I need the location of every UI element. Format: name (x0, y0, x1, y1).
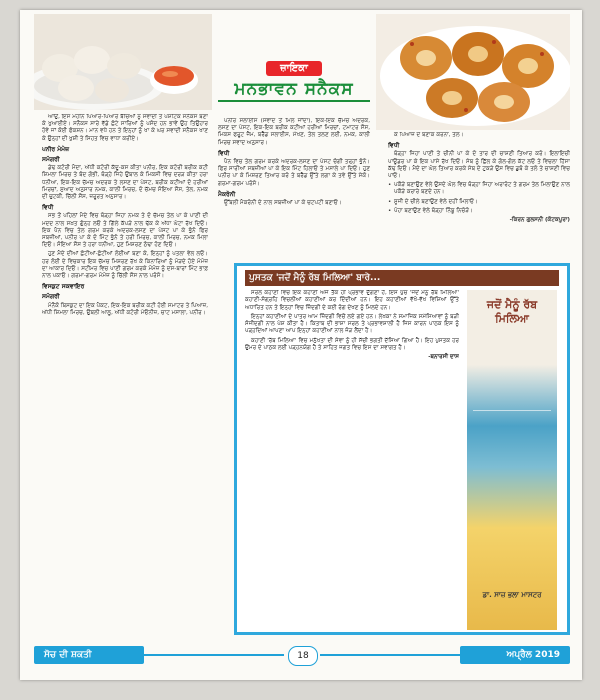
book-review-text (245, 290, 459, 630)
book-cover-author: ਡਾ. ਸਾਜ਼ ਭਲਾ ਮਾਸਟਰ (482, 591, 542, 599)
column-middle (218, 118, 370, 258)
horizon-line (473, 410, 551, 411)
ingredients-heading: ਸਮੱਗਰੀ (42, 156, 60, 164)
method-paragraph: ਉੱਬਲੀ ਮੈਕਰੋਨੀ ਦੇ ਨਾਲ ਸਬਜ਼ੀਆਂ ਪਾ ਕੇ ਚਟਪਟੀ ਬਣਾਓ। (224, 200, 342, 207)
method-paragraph: ਹੁਣ ਮੈਦੇ ਦੀਆਂ ਛੋਟੀਆਂ-ਛੋਟੀਆਂ ਲੋਈਆਂ ਬਣਾ ਕੇ, ਇਨ੍ਹਾਂ ਨੂੰ ਪਤਲਾ ਵੇਲ ਲਓ। ਹਰ ਲੋਈ ਦੇ ਵਿਚਕਾਰ ਇਕ ਚੱਮਚ ਮਿਸ਼ਰਣ ਰੱਖ ਕੇ ਕਿਨਾਰਿਆਂ ਨੂੰ ਮੋੜਦੇ ਹੋਏ ਮੋਮੋਜ਼ ਦਾ ਆਕਾਰ ਦਿਓ। ਸਟੀਮਰ ਵਿਚ ਪਾਣੀ ਗਰਮ ਕਰਕੇ ਮੋਮੋਜ਼ ਨੂੰ ਦਸ-ਬਾਰਾਂ ਮਿੰਟ ਭਾਫ਼ ਨਾਲ ਪਕਾਓ। ਗਰਮਾ-ਗਰਮ ਮੋਮੋਜ਼ ਨੂੰ ਚਿੱਲੀ ਸੌਸ ਨਾਲ ਪਰੋਸੋ। (42, 251, 208, 280)
review-paragraph: ਸਰਲ ਕਹਾਣੀ ਵਿਚ ਇਕ ਕਹਾਣੀ ਅਜੇ ਤੱਕ ਹੀ ਪ੍ਰਭਾਵ ਦੁੱਗਣਾ ਹੈ, ਇਸ ਪੁੱਚ 'ਜਦੋਂ ਮੈਨੂੰ ਰੱਬ ਮਿਲਿਆ' ਕਹਾਣੀ-ਸੰਗ੍ਰਹਿ ਵਿਚਲੀਆਂ ਕਹਾਣੀਆਂ ਕਰ ਦਿੰਦੀਆਂ ਹਨ। ਇਹ ਕਹਾਣੀਆਂ ਵੱਖੋ-ਵੱਖ ਵਿਸ਼ਿਆਂ ਉੱਤੇ ਅਧਾਰਿਤ ਹਨ ਤੇ ਇਨ੍ਹਾਂ ਵਿਚ ਜ਼ਿੰਦਗੀ ਦੇ ਕਈ ਰੰਗ ਦੇਖਣ ਨੂੰ ਮਿਲਦੇ ਹਨ। (245, 290, 459, 311)
recipe-heading: ਵਿਸਕੁਟ ਸਕਵਾਇਰ (42, 283, 85, 291)
ingredients-paragraph: ਮੋਨੈਕੋ ਬਿਸਕੁਟ ਦਾ ਇਕ ਪੈਕਟ, ਇਕ-ਇਕ ਬਰੀਕ ਕਟੀ ਹੋਈ ਸਮਾਟਰ ਤੇ ਪਿਆਜ਼, ਅੱਧੀ ਸ਼ਿਮਲਾ ਮਿਰਚ, ਉਬਲੀ ਆਲੂ, ਅੱਧੀ ਕਟੋਰੀ ਮੇਓਨੀਜ਼, ਚਾਟ ਮਸਾਲਾ, ਪਨੀਰ। (42, 302, 208, 316)
ingredients-paragraph: ਕੇ ਪਿਆਜ਼ ਦੇ ਬਣਾਕ ਕਰਨਾ, ਤੇਲ। (394, 132, 464, 138)
article-title: ਮਨਭਾਵਨ ਸਨੈਕਸ (218, 79, 370, 102)
method-paragraph: ਸਭ ਤੋਂ ਪਹਿਲਾਂ ਮੈਦੇ ਵਿਚ ਥੋੜ੍ਹਾ ਜਿਹਾ ਨਮਕ ਤੇ ਦੋ ਚੱਮਚ ਤੇਲ ਪਾ ਕੇ ਪਾਣੀ ਦੀ ਮਦਦ ਨਾਲ ਸਖ਼ਤ ਗੁੰਨ੍ਹ ਲਓ ਤੇ ਗਿੱਲੇ ਕੱਪੜੇ ਨਾਲ ਢੱਕ ਕੇ ਅੱਧਾ ਘੰਟਾ ਰੱਖ ਦਿਓ। ਇਕ ਪੈਨ ਵਿਚ ਤੇਲ ਗਰਮ ਕਰਕੇ ਅਦਰਕ-ਲਸਣ ਦਾ ਪੇਸਟ ਪਾ ਕੇ ਭੁੰਨੋ ਫਿਰ ਸਬਜ਼ੀਆਂ, ਪਨੀਰ ਪਾ ਕੇ ਦੋ ਮਿੰਟ ਭੁੰਨੋ ਤੇ ਹਰੀ ਮਿਰਚ, ਕਾਲੀ ਮਿਰਚ, ਨਮਕ ਮਿਲਾ ਦਿਓ। ਸੋਇਆ ਸੌਸ ਤੇ ਹਰਾ ਧਨੀਆ, ਹੁਣ ਮਿਸ਼ਰਣ ਠੰਢਾ ਹੋਣ ਦਿਓ। (42, 213, 208, 249)
intro-paragraph: ਆਉ, ਇਸ ਮਹੀਨੇ ਪਿਆਰੇ-ਪਿਆਰੇ ਬੱਚਿਆਂ ਨੂੰ ਸਵਾਦੀ ਤੇ ਪੋਸ਼ਟਿਕ ਸਨੈਕਸ ਬਣਾ ਕੇ ਖੁਆਈਏ। ਸਨੈਕਸ ਸਾਰੇ ਵੱਡੇ ਛੋਟੇ ਸਾਰਿਆਂ ਨੂੰ ਪਸੰਦ ਹਨ ਭਾਵੇਂ ਉਹ ਤਿਉਹਾਰ ਹੋਵੇ ਜਾਂ ਕੋਈ ਫੰਕਸ਼ਨ। ਮਾਨ ਵਧੇ ਹਨ ਤੇ ਇਨ੍ਹਾਂ ਨੂੰ ਖਾ ਕੇ ਘਰ ਸਵਾਦੀ ਸਨੈਕਸ ਖਾਣ ਕੇ ਉਨ੍ਹਾਂ ਦੀ ਖੁਸ਼ੀ ਤੇ ਸਿਹਤ ਵਿਚ ਵਾਧਾ ਕਰੀਏ। (42, 114, 208, 142)
ingredients-paragraph: ਪਨੀਰ ਸਲਾਈਸ (ਸਵਾਦ ਤੋਂ ਮਿਲ ਜਾਂਦਾ), ਇਕ-ਇਕ ਚੱਮਚ ਅਦਰਕ, ਲਸਣ ਦਾ ਪੇਸਟ, ਇਕ-ਇਕ ਬਰੀਕ ਕਟੀਆਂ ਹਰੀਆਂ ਮਿਰਚਾਂ, ਟਮਾਟਰ ਸੌਸ, ਮਿਕਸ ਫਰੂਟ ਜੈਮ, ਬਰੈੱਡ ਸਲਾਈਸ, ਮੱਖਣ, ਤੇਲ ਤਲਣ ਲਈ, ਨਮਕ, ਕਾਲੀ ਮਿਰਚ ਸਵਾਦ ਅਨੁਸਾਰ। (218, 118, 370, 146)
recipe-heading: ਪਨੀਰ ਮੋਮੋਜ਼ (42, 145, 70, 153)
footer-rule (124, 654, 284, 656)
issue-date: ਅਪ੍ਰੈਲ 2019 (460, 646, 570, 664)
magazine-page (20, 10, 582, 680)
recipe-heading: ਮੈਕਰੋਨੀ (218, 190, 236, 198)
method-heading: ਵਿਧੀ (218, 149, 230, 157)
book-review-heading: ਪੁਸਤਕ 'ਜਦੋਂ ਮੈਨੂੰ ਰੱਬ ਮਿਲਿਆ' ਬਾਰੇ... (245, 270, 559, 286)
column-right (388, 132, 570, 262)
method-paragraph: ਥੋੜ੍ਹਾ ਜਿਹਾ ਪਾਣੀ ਤੇ ਚੀਨੀ ਪਾ ਕੇ ਦੋ ਤਾਰ ਦੀ ਚਾਸ਼ਣੀ ਤਿਆਰ ਕਰੋ। ਇਲਾਇਚੀ ਪਾਊਡਰ ਪਾ ਕੇ ਇਕ ਪਾਸੇ ਰੱਖ ਦਿਓ। ਸੇਬ ਨੂੰ ਛਿੱਲ ਕੇ ਗੋਲ-ਗੋਲ ਕੱਟ ਲਓ ਤੇ ਵਿਚਲਾ ਹਿੱਸਾ ਕੱਢ ਦਿਓ। ਮੈਦੇ ਦਾ ਘੋਲ ਤਿਆਰ ਕਰਕੇ ਸੇਬ ਦੇ ਟੁਕੜੇ ਉਸ ਵਿਚ ਡੁਬੋ ਕੇ ਤਲੋ ਤੇ ਚਾਸ਼ਣੀ ਵਿਚ ਪਾਓ। (388, 151, 570, 180)
book-cover-title: ਜਦੋਂ ਮੈਨੂੰ ਰੱਬ ਮਿਲਿਆ (486, 298, 538, 325)
magazine-name: ਸੋਚ ਦੀ ਸ਼ਕਤੀ (34, 646, 144, 664)
article-header (218, 56, 370, 102)
tip-item: • ਪਕੌੜੇ ਬਣਾਉਣ ਵੇਲੇ ਉਸਦੇ ਘੋਲ ਵਿਚ ਥੋੜ੍ਹਾ ਜਿਹਾ ਅਰਾਰੋਟ ਤੇ ਗਰਮ ਤੇਲ ਮਿਲਾਉਣ ਨਾਲ ਪਕੌੜੇ ਕਰਾਰੇ ਬਣਦੇ ਹਨ। (388, 182, 570, 196)
page-number: 18 (288, 646, 318, 666)
column-left (42, 114, 208, 634)
reviewer-credit: -ਬਨਾਰਸੀ ਦਾਸ (428, 354, 459, 361)
method-heading: ਵਿਧੀ (42, 204, 54, 212)
page-footer (34, 646, 570, 664)
fritters-photo (376, 14, 570, 130)
review-paragraph: ਇਨ੍ਹਾਂ ਕਹਾਣੀਆਂ ਦੇ ਪਾਤਰ ਆਮ ਜ਼ਿੰਦਗੀ ਵਿਚੋਂ ਲਏ ਗਏ ਹਨ। ਲੇਖਕਾ ਨੇ ਸਮਾਜਿਕ ਸਮੱਸਿਆਵਾਂ ਨੂੰ ਬੜੀ ਸੰਜੀਦਗੀ ਨਾਲ ਪੇਸ਼ ਕੀਤਾ ਹੈ। ਕਿਤਾਬ ਦੀ ਭਾਸ਼ਾ ਸਰਲ ਤੇ ਪ੍ਰਭਾਵਸ਼ਾਲੀ ਹੈ ਜਿਸ ਕਾਰਨ ਪਾਠਕ ਇਸ ਨੂੰ ਪੜ੍ਹਦਿਆਂ ਆਪਣਾ ਆਪ ਇਨ੍ਹਾਂ ਕਹਾਣੀਆਂ ਨਾਲ ਜੋੜ ਲੈਂਦਾ ਹੈ। (245, 313, 459, 335)
author-credit: -ਕਿਰਨ ਗੁਲਸਨੀ (ਕੋਟਕਪੂਰਾ) (509, 217, 570, 224)
tip-item: • ਸੂਜੀ ਦੇ ਚੀਲੇ ਬਣਾਉਣ ਵੇਲੇ ਦਹੀਂ ਮਿਲਾਓ। (388, 199, 570, 206)
book-review-box (234, 263, 570, 635)
book-cover-image (467, 290, 557, 630)
ingredients-heading: ਸਮੱਗਰੀ (42, 293, 60, 301)
method-heading: ਵਿਧੀ (388, 142, 400, 150)
section-kicker: ਜ਼ਾਇਕਾ (266, 61, 322, 76)
momos-photo (34, 14, 212, 110)
footer-rule (320, 654, 480, 656)
method-paragraph: ਪੈਨ ਵਿਚ ਤੇਲ ਗਰਮ ਕਰਕੇ ਅਦਰਕ-ਲਸਣ ਦਾ ਪੇਸਟ ਚੰਗੀ ਤਰ੍ਹਾਂ ਭੁੰਨੋ। ਫਿਰ ਸਾਰੀਆਂ ਸਬਜ਼ੀਆਂ ਪਾ ਕੇ ਇਕ ਮਿੰਟ ਹਿਲਾਓ ਤੇ ਮਸਾਲੇ ਪਾ ਦਿਓ। ਹੁਣ ਪਨੀਰ ਪਾ ਕੇ ਮਿਸ਼ਰਣ ਤਿਆਰ ਕਰੋ ਤੇ ਬਰੈੱਡ ਉੱਤੇ ਲਗਾ ਕੇ ਤਵੇ ਉੱਤੇ ਸੇਕੋ। ਗਰਮਾ-ਗਰਮ ਪਰੋਸੋ। (218, 159, 370, 187)
review-paragraph: ਕਹਾਣੀ 'ਰੱਬ ਮਿਲਿਆ' ਵਿਚ ਮਨੁੱਖਤਾ ਦੀ ਸੇਵਾ ਨੂੰ ਹੀ ਸੱਚੀ ਭਗਤੀ ਦੱਸਿਆ ਗਿਆ ਹੈ। ਇਹ ਪੁਸਤਕ ਹਰ ਉਮਰ ਦੇ ਪਾਠਕ ਲਈ ਪੜ੍ਹਨਯੋਗ ਹੈ ਤੇ ਸਾਹਿਤ ਜਗਤ ਵਿਚ ਇਸ ਦਾ ਸਵਾਗਤ ਹੈ। (245, 337, 459, 352)
ingredients-paragraph: ਡੇਢ ਕਟੋਰੀ ਮੈਦਾ, ਅੱਧੀ ਕਟੋਰੀ ਕੱਦੂ-ਕਸ ਕੀਤਾ ਪਨੀਰ, ਇਕ ਕਟੋਰੀ ਬਰੀਕ ਕਟੀ ਸ਼ਿਮਲਾ ਮਿਰਚ ਤੇ ਬੰਦ ਗੋਭੀ, ਥੋੜ੍ਹੇ ਜਿਹੇ ਉਬਾਲ ਕੇ ਮਿਕਸੀ ਵਿਚ ਦਰੜ ਕੀਤਾ ਹਰਾ ਧਨੀਆ, ਇਕ-ਇਕ ਚੱਮਚ ਅਦਰਕ ਤੇ ਲਸਣ ਦਾ ਪੇਸਟ, ਬਰੀਕ ਕਟੀਆਂ ਦੋ ਹਰੀਆਂ ਮਿਰਚਾਂ, ਸੁਆਦ ਅਨੁਸਾਰ ਨਮਕ, ਕਾਲੀ ਮਿਰਚ, ਦੋ ਚੱਮਚ ਸੋਇਆ ਸੌਸ, ਤੇਲ, ਨਮਕ ਦੀ ਚੁਟਕੀ, ਚਿੱਲੀ ਸੌਸ, ਜ਼ਰੂਰਤ ਅਨੁਸਾਰ। (42, 165, 208, 201)
tip-item: • ਪੋਹਾ ਬਣਾਉਣ ਵੇਲੇ ਥੋੜ੍ਹਾ ਨਿੰਬੂ ਨਿਚੋੜੋ। (388, 208, 570, 215)
